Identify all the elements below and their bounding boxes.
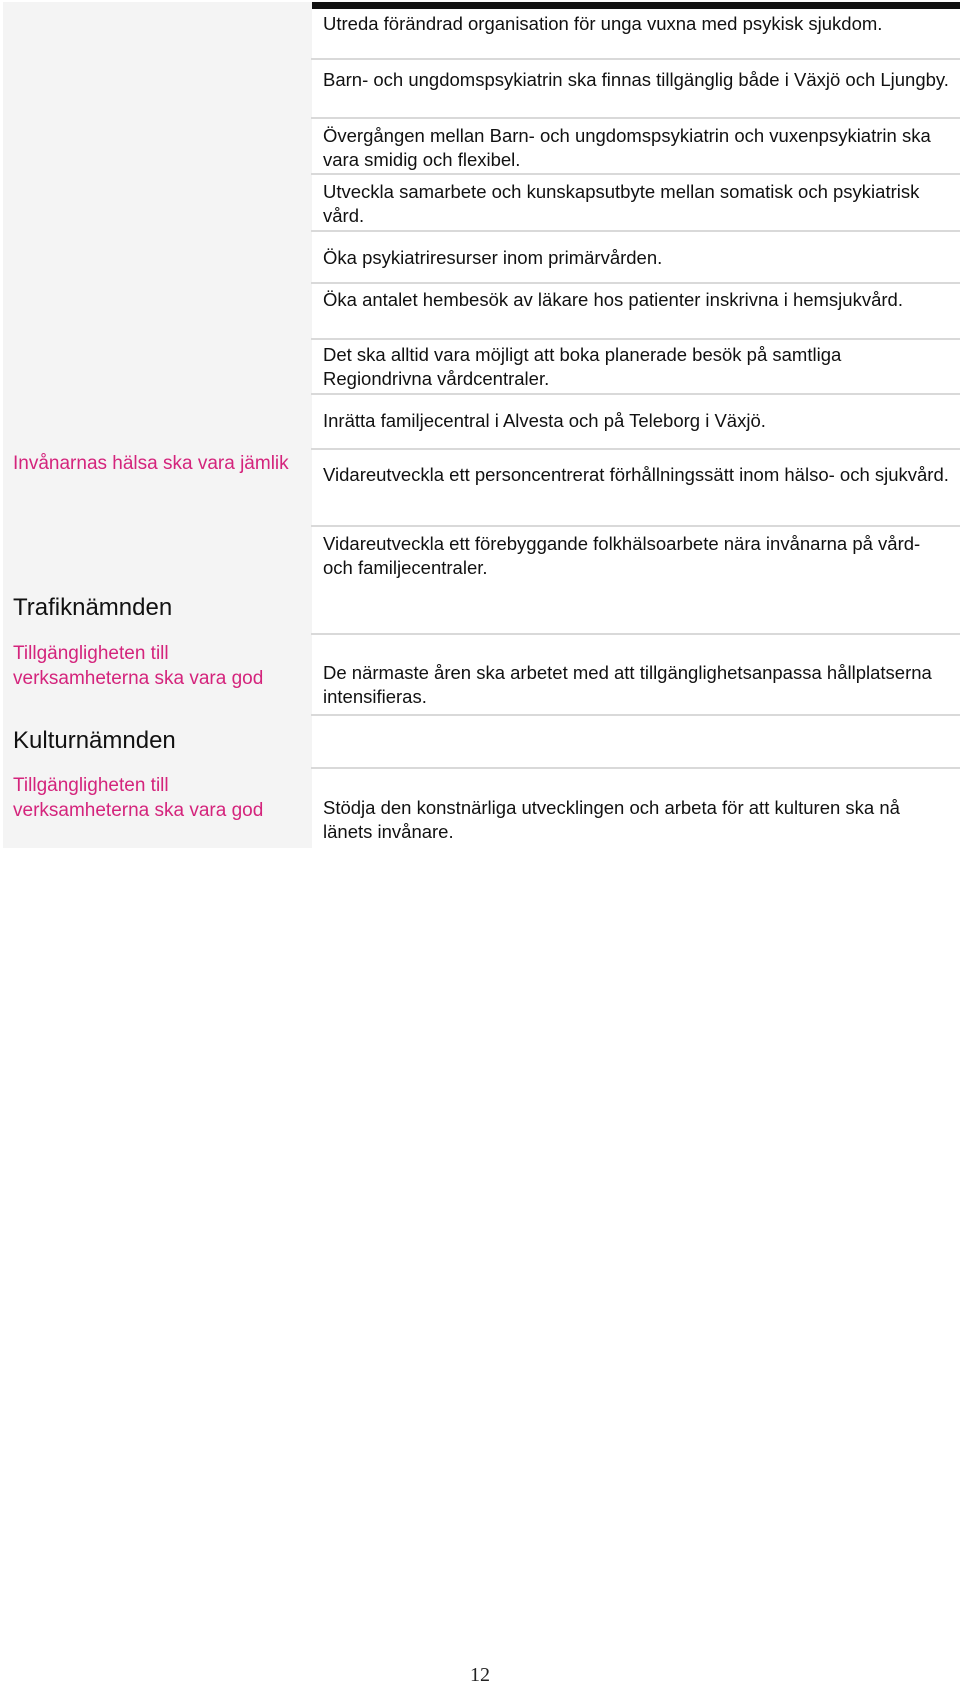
row-text: De närmaste åren ska arbetet med att tillgänglighetsanpassa hållplatserna intensifieras. — [323, 662, 932, 707]
row-text: Inrätta familjecentral i Alvesta och på Teleborg i Växjö. — [323, 410, 766, 431]
table-row — [311, 119, 960, 175]
row-text: Öka psykiatriresurser inom primärvården. — [323, 247, 663, 268]
table-row — [311, 9, 960, 60]
row-text: Utveckla samarbete och kunskapsutbyte mellan somatisk och psykiatrisk vård. — [323, 181, 920, 226]
table-row — [311, 395, 960, 450]
row-text: Öka antalet hembesök av läkare hos patienter inskrivna i hemsjukvård. — [323, 289, 903, 310]
table-row — [311, 635, 960, 716]
table-row — [311, 769, 960, 849]
row-text: Stödja den konstnärliga utvecklingen och arbeta för att kulturen ska nå länets invånare. — [323, 797, 900, 842]
table-row — [311, 284, 960, 340]
committee-heading-culture: Kulturnämnden — [13, 727, 176, 754]
committee-heading-traffic: Trafiknämnden — [13, 594, 173, 621]
row-text: Vidareutveckla ett personcentrerat förhållningssätt inom hälso- och sjukvård. — [323, 464, 949, 485]
row-text: Barn- och ungdomspsykiatrin ska finnas tillgänglig både i Växjö och Ljungby. — [323, 69, 949, 90]
row-text: Det ska alltid vara möjligt att boka planerade besök på samtliga Regiondrivna vårdcentraler. — [323, 344, 842, 389]
row-text: Utreda förändrad organisation för unga vuxna med psykisk sjukdom. — [323, 13, 883, 34]
goal-traffic: Tillgängligheten till verksamheterna ska vara god — [13, 643, 264, 689]
row-text: Övergången mellan Barn- och ungdomspsykiatrin och vuxenpsykiatrin ska vara smidig och flexibel. — [323, 125, 931, 170]
table-row — [311, 527, 960, 635]
table-row — [311, 232, 960, 284]
table-row — [311, 60, 960, 119]
table-row — [311, 450, 960, 527]
row-text: Vidareutveckla ett förebyggande folkhälsoarbete nära invånarna på vård- och familjecentraler. — [323, 533, 921, 578]
table-top-rule — [311, 2, 960, 9]
goal-health: Invånarnas hälsa ska vara jämlik — [13, 453, 289, 474]
page-number: 12 — [470, 1664, 490, 1686]
goal-column — [3, 2, 312, 848]
goal-culture: Tillgängligheten till verksamheterna ska vara god — [13, 775, 264, 821]
table-row — [311, 340, 960, 395]
table-row — [311, 175, 960, 232]
